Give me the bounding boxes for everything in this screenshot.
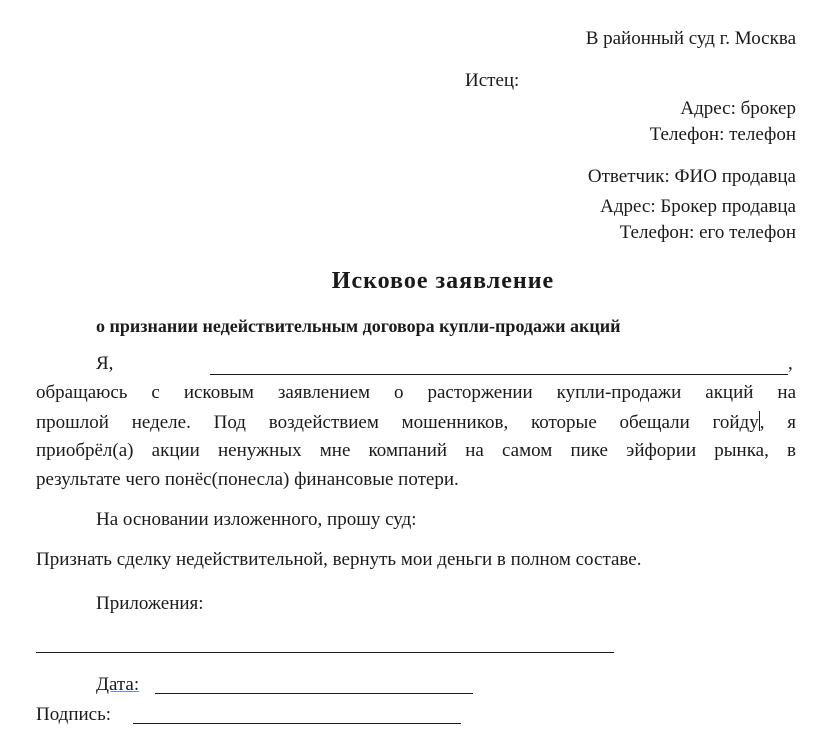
date-blank-line bbox=[155, 693, 473, 694]
name-blank-line bbox=[210, 374, 788, 375]
basis-line: На основании изложенного, прошу суд: bbox=[96, 509, 417, 530]
body-line-3: приобрёл(а) акции ненужных мне компаний на самом пике эйфории рынка, в bbox=[36, 440, 796, 461]
date-label: Дата: bbox=[96, 674, 140, 695]
body-line-2-text: прошлой неделе. Под воздействием мошенников, которые обещали гойду bbox=[36, 412, 759, 433]
court-line: В районный суд г. Москва bbox=[585, 28, 796, 49]
document-subtitle: о признании недействительным договора купли-продажи акций bbox=[96, 316, 621, 336]
attachments-label: Приложения: bbox=[96, 593, 204, 614]
intro-comma: , bbox=[788, 353, 793, 374]
plaintiff-address: Адрес: брокер bbox=[680, 98, 796, 119]
signature-blank-line bbox=[133, 723, 461, 724]
attachments-blank-line bbox=[36, 652, 614, 653]
intro-text: Я, bbox=[96, 353, 114, 374]
plaintiff-label: Истец: bbox=[465, 70, 520, 91]
body-line-1: обращаюсь с исковым заявлением о расторжении купли-продажи акций на bbox=[36, 382, 796, 403]
defendant-phone: Телефон: его телефон bbox=[619, 222, 796, 243]
defendant-address: Адрес: Брокер продавца bbox=[600, 196, 796, 217]
defendant-line: Ответчик: ФИО продавца bbox=[587, 166, 796, 187]
plaintiff-phone: Телефон: телефон bbox=[649, 124, 796, 145]
body-line-2-end: , я bbox=[759, 412, 796, 433]
signature-label: Подпись: bbox=[36, 704, 112, 725]
body-line-2 bbox=[36, 411, 796, 435]
request-line: Признать сделку недействительной, вернуть мои деньги в полном составе. bbox=[36, 549, 642, 570]
document-title: Исковое заявление bbox=[331, 268, 555, 294]
body-line-4: результате чего понёс(понесла) финансовые потери. bbox=[36, 469, 459, 490]
